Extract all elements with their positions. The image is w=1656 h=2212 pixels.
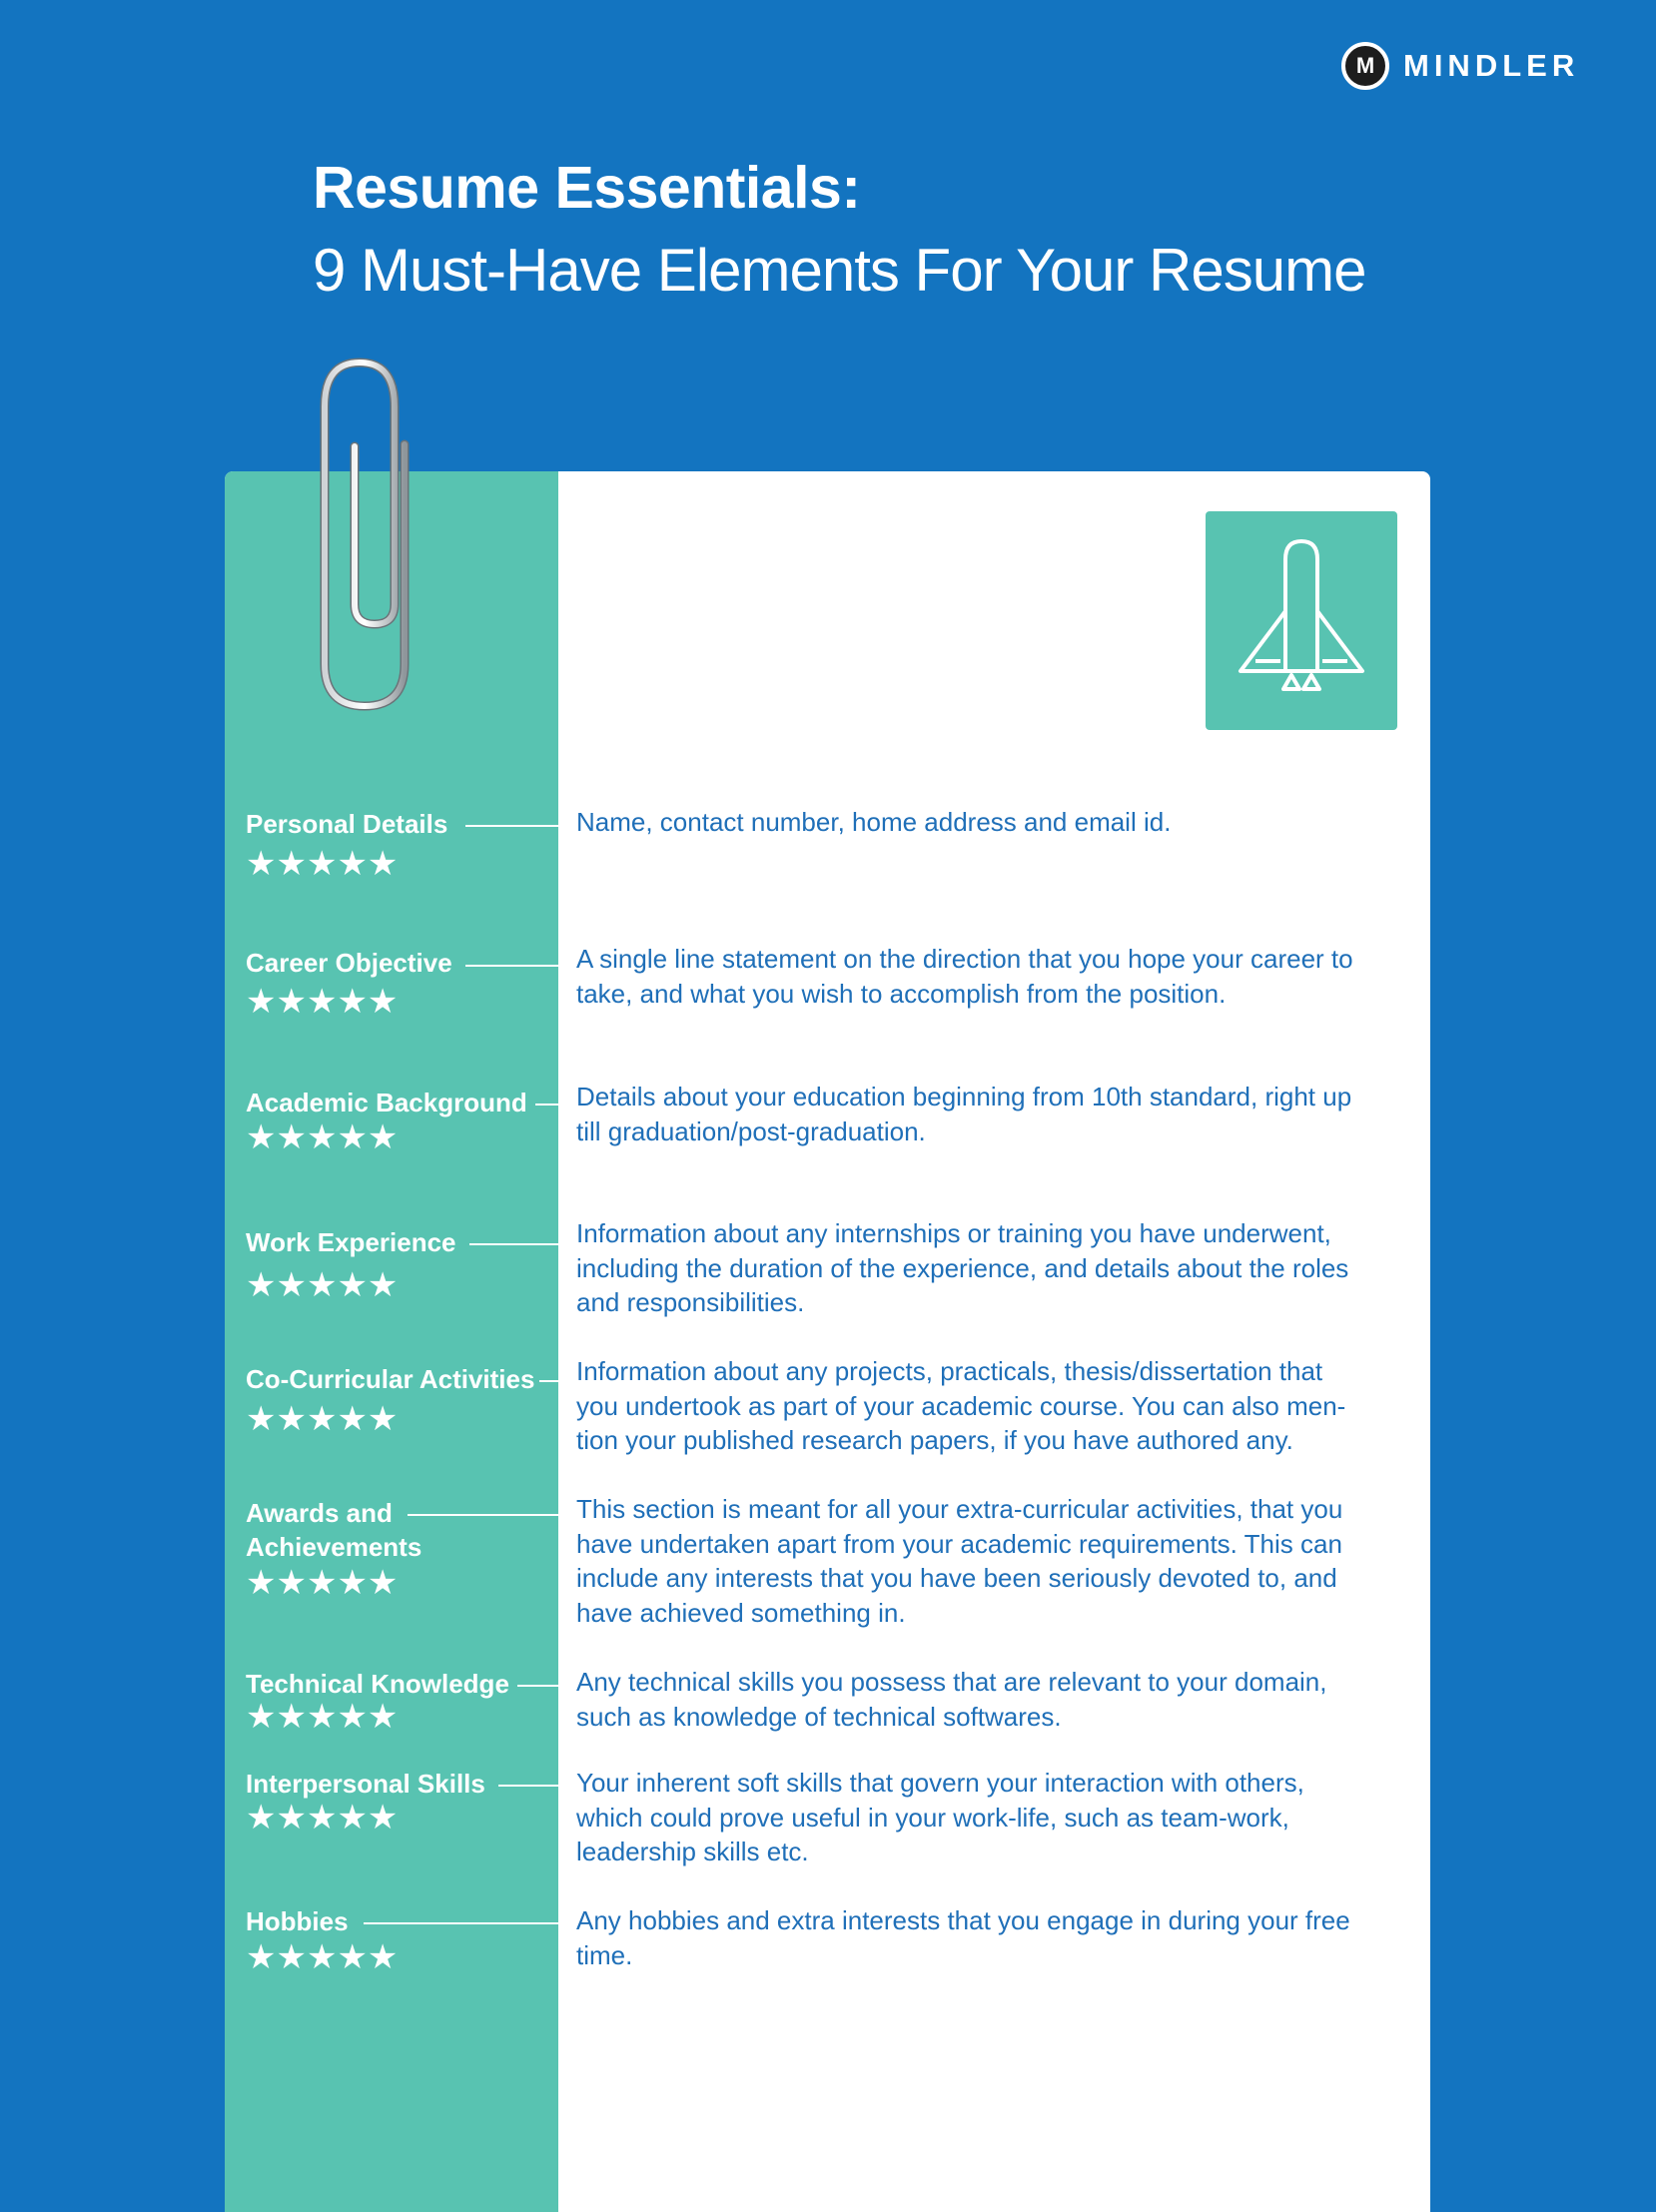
section-description-awards-and-achievements: This section is meant for all your extra-curricular activities, that you have undertaken apart from your academic requirements. This can include any interests that you have been seriously devoted to, and have achieved something in. xyxy=(576,1494,1343,1628)
rating-stars: ★★★★★ xyxy=(246,1117,399,1157)
section-label-work-experience: Work Experience xyxy=(246,1227,456,1257)
mindler-logo-icon: M xyxy=(1341,42,1389,90)
rating-stars: ★★★★★ xyxy=(246,1697,399,1737)
section-connector xyxy=(364,1922,558,1924)
rating-stars: ★★★★★ xyxy=(246,1937,399,1977)
brand-logo xyxy=(1341,40,1579,92)
section-connector xyxy=(465,965,558,967)
section-connector xyxy=(517,1685,558,1687)
paperclip-icon xyxy=(305,355,424,724)
section-description-co-curricular-activities: Information about any projects, practicals, thesis/dissertation that you undertook as part of your academic course. You can also men-tion your published research papers, if you have authored any. xyxy=(576,1356,1346,1455)
rating-stars: ★★★★★ xyxy=(246,1399,399,1439)
section-description-hobbies: Any hobbies and extra interests that you engage in during your free time. xyxy=(576,1905,1350,1970)
rocket-icon xyxy=(1206,511,1397,730)
section-connector xyxy=(498,1785,558,1787)
section-label-awards-and-achievements: Awards and Achievements xyxy=(246,1498,422,1562)
section-description-technical-knowledge: Any technical skills you possess that are relevant to your domain, such as knowledge of technical softwares. xyxy=(576,1667,1327,1732)
section-connector xyxy=(465,825,558,827)
section-connector xyxy=(539,1380,558,1382)
section-label-interpersonal-skills: Interpersonal Skills xyxy=(246,1769,485,1799)
section-label-co-curricular-activities: Co-Curricular Activities xyxy=(246,1364,535,1394)
section-connector xyxy=(408,1514,558,1516)
rating-stars: ★★★★★ xyxy=(246,1265,399,1305)
section-label-hobbies: Hobbies xyxy=(246,1906,349,1936)
section-description-interpersonal-skills: Your inherent soft skills that govern your interaction with others, which could prove useful in your work-life, such as team-work, leadership skills etc. xyxy=(576,1768,1304,1866)
section-description-career-objective: A single line statement on the direction that you hope your career to take, and what you wish to accomplish from the position. xyxy=(576,944,1353,1009)
rating-stars: ★★★★★ xyxy=(246,982,399,1022)
rocket-badge xyxy=(1206,511,1397,730)
page-title: Resume Essentials: xyxy=(313,155,861,221)
section-description-work-experience: Information about any internships or training you have underwent, including the duration of the experience, and details about the roles and responsibilities. xyxy=(576,1218,1349,1317)
section-description-academic-background: Details about your education beginning from 10th standard, right up till graduation/post-graduation. xyxy=(576,1082,1352,1146)
section-connector xyxy=(535,1104,558,1106)
rating-stars: ★★★★★ xyxy=(246,844,399,884)
rating-stars: ★★★★★ xyxy=(246,1563,399,1603)
section-label-personal-details: Personal Details xyxy=(246,809,448,839)
page-subtitle: 9 Must-Have Elements For Your Resume xyxy=(313,237,1366,304)
section-description-personal-details: Name, contact number, home address and email id. xyxy=(576,807,1172,837)
section-label-academic-background: Academic Background xyxy=(246,1088,527,1117)
section-label-technical-knowledge: Technical Knowledge xyxy=(246,1669,509,1699)
rating-stars: ★★★★★ xyxy=(246,1798,399,1838)
section-label-career-objective: Career Objective xyxy=(246,948,452,978)
brand-name: MINDLER xyxy=(1403,48,1580,83)
section-connector xyxy=(469,1243,558,1245)
